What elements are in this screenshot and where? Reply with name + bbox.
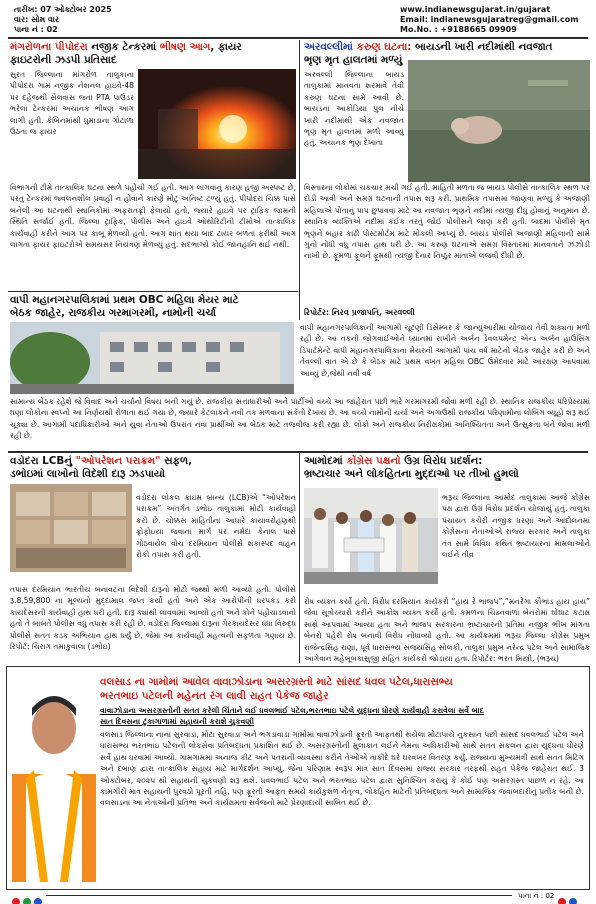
article2-headline-line2: ભૃણ મૃત હાલતમાં મળ્યું [304, 54, 403, 66]
article6-subhead1: વાવાઝોડાના અસરગ્રસ્તોની સતત કરેલી ચિંતાને લઈ ધવલભાઈ પટેલ,ભરતભાઇ પટેલે યુદ્ધના ધોરણે કાર્યવાહી કરાવેલા સર્વે બાદ [100, 706, 484, 715]
article1-headline-part4: , ફાયર [210, 41, 242, 53]
vertical-divider-mid [299, 453, 300, 663]
article3-body-text: સામાન્ય બેઠક રહેશે જે વિવાદ અને ચર્ચાનો વિષય બની ગયું છે. રાજકીય સત્તાધારીઓ અને પાર્ટીઓ વચ્ચે આ જાહેરાત પછી ભારે ગરમાગરમી જોવા મળી રહી છે. સ્થાનિક રાજકીય પરિપ્રેક્ષ્યમાં ઘણા લોકોના સ્વપ્નો આ નિર્ણયથી રોળાતા થઈ ગયા છે, જ્યારે કેટલાકને નવી તક મળવાના સંકેતો દેખાય છે. આ વચ્ચે નામોની ચર્ચા અને અગાઉથી રાજકીય પરિણામોના લોબિંગ વ્યૂહો શરૂ થઈ ચૂક્યા છે. આગામી પદાધિકારીઓ અને યુવા નેતાઓ ઉપરાંત નવા પ્રાર્થીઓ આ બેઠક માટે તજવીજ કરી રહ્યા છે. લોકો અને રાજકીય નિરીક્ષકોમાં અનિશ્ચિતતા અને ઉત્સુકતા બંને જોવા મળી રહી છે. [10, 397, 590, 441]
article5-headline-part2: કોંગ્રેસ પક્ષનો [346, 455, 401, 467]
header-rule [8, 37, 588, 39]
article4-headline-part3: સફળ, [160, 455, 193, 467]
article4-headline-part2: "ઓપરેશન પરાક્રમ" [75, 455, 161, 467]
article1-headline-part3: ભીષણ આગ [159, 41, 211, 53]
seized-liquor-photo [10, 484, 132, 572]
article2-headline-part1: અરવલ્લીમાં [304, 41, 353, 53]
mp-portrait-photo [12, 674, 96, 882]
article2-column-text: અરવલ્લી જિલ્લાના બાયડ તાલુકામાં માનવતા શરમાવે તેવી કરુણ ઘટના સામે આવી છે. બાયડના આકોડિયા પુલ નીચે ખારી નદીમાંથી એક નવજાત ભૃણ મૃત હાલતમાં મળી આવ્યું હતું. અચાનક ભૃણ દેખાતા [304, 70, 404, 148]
article2-headline-part2: કરુણ ઘટના: [352, 41, 416, 53]
article6-subhead2: સાત દિવસના ટુંકાગાળામાં સહાયની કરાશે ચુકવણી [100, 717, 255, 726]
article5-body-text: રોષ વ્યક્ત કર્યો હતો. વિરોધ દરમિયાન કાર્યકરો “હાય રે ભાજપ”,“મનરેગા કૌભાંડ હાય હાય” જેવા સૂત્રોચ્ચારો કરીને આક્રોશ વ્યક્ત કર્યો હતો. કમળના ચિહ્નવાળા બેનરોમાં ઘોંઘાટ કટાક્ષ સાથે આપવામાં આવ્યા હતા અને ભાજપ સરકારના ભ્રષ્ટાચારની પ્રતિમા નજીક ભીખ માંગતા બેનરો પહેરી રોષ બનાવી વિરોધ નોંધાવ્યો હતો. આ કાર્યક્રમમાં ભરૂચ જિલ્લા કોંગ્રેસ પ્રમુખ રાજેન્દ્રસિંહ રાણા, પૂર્વ ધારાસભ્ય સંજયસિંહ સોલંકી, તાલુકા પ્રમુખ નરેન્દ્ર પટેલ અને સામાજિક આગેવાન મહેબૂબકાસુજી સહિત કાર્યકરો જોડાયા હતા. રિપોર્ટર: ભરત મિસ્ત્રી, (ભરૂચ) [304, 597, 590, 664]
article3-column-text: વાપી મહાનગરપાલિકાની આગામી ચૂંટણી ડિસેમ્બર કે જાન્યુઆરીમાં યોજાય તેવી શક્યતા મળી રહી છે. આ તકની જોગવાઈઓને ધ્યાનમાં રાખીને અર્બન ડેવલપમેન્ટ એન્ડ અર્બન હાઉસિંગ ડિપાર્ટમેન્ટે વાપી મહાનગરપાલિકાના મેયરની આગામી પાંચ વર્ષ માટેની બેઠક જાહેર કરી છે અને તેવલ્લી વાત એ છે કે બેઠક માટે પ્રથમ વખત મહિલા OBC ઉમેદવાર માટે આરક્ષણ આપવામાં આવ્યું છે,જેથી નવી વર્ષ [300, 323, 590, 378]
footer-dot-red-2 [558, 898, 566, 904]
article5-headline [304, 455, 590, 468]
article1-body-text: વિભાગની ટીમે તાત્કાલિક ઘટના સ્થળે પહોંચી ગઈ હતી. આગ લાગવાનું કારણ હજી અસ્પષ્ટ છે, પરંતુ ટેન્કરમાં જ્વલનશીલ પ્રવાહી ન હોવાને કારણે મોટું અનિષ્ટ ટળ્યું હતું. પીપોદરા ચિક્ક પાસે બનેલી આ ઘટનાથી સ્થાનિકોમાં અફરાતફ્રી ફેલાયો હતો, જ્યારે હાઇવે પર ટ્રાફિક જામની સ્થિતિ સર્જાઈ હતી. જિલ્લા ટ્રાફિક, પોલીસ અને હાઇવે ઓથોરિટીની ટીમોએ તાત્કાલિક કાર્યવાહી કરીને આગ પર કાબૂ મેળવ્યો હતો. આગ શાંત થયા બાદ ટાયર બળતાં ફરીથી આગ લાગતા ફાયર ફાઇટરોએ સમયસર નિયંત્રણ મેળવ્યું હતું. સદભાગ્યે કોઈ જાનહાનિ થઈ નથી. [10, 183, 296, 250]
website-link[interactable]: www.indianewsgujarat.in/gujarat [400, 5, 551, 14]
article6-headline-line1: વલસાડ ના ગામોમાં આવેલ વાવાઝોડાના અસરગ્રસ્તો માટે સાંસદ ધવલ પટેલ,ધારાસભ્ય [100, 676, 453, 688]
day-label: વાર: સોમ વાર [14, 15, 60, 24]
email-link[interactable]: Email: indianewsgujaratreg@gmail.com [400, 15, 579, 24]
protest-photo [304, 488, 438, 584]
article1-headline-line2: ફાઇટરોની ઝડપી પ્રતિસાદ [10, 54, 117, 66]
footer-rule [46, 895, 512, 896]
article1-headline-part2: નજીક ટેન્કરમાં [87, 41, 160, 53]
article4-body-text: તપાસ દરમિયાન ભારતીય બનાવટના વિદેશી દારૂનો મોટો જથ્થો મળી આવ્યો હતો. પોલીસે રૂ.8,59,800 ના મૂલ્યનો મુદ્દામાલ જપ્ત કર્યો હતો અને એક આરોપીની ધરપકડ કરી કાયદેસરની કાર્યવાહી હાથ ધરી હતી. દારૂ ક્યાંથી લાવવામાં આવ્યો હતો અને કોને પહોંચાડવાનો હતો તે બાબતે પોલીસ વધુ તપાસ કરી રહી છે. વડોદરા જિલ્લામાં દારૂના ગેરકાયદેસર ધંધા વિરુદ્ધ પોલીસે સતત કડક અભિયાન હાથ ધર્યું છે, જેમાં આ કાર્યવાહી મહત્વની સફળતા ગણાય છે. રિપોર્ટ: ચિરાગ તમાકુવાલા (ડભોઇ) [10, 585, 296, 652]
municipal-building-photo [10, 322, 294, 394]
mobile-number: Mo.No. : +9188665 09909 [400, 25, 517, 34]
footer-dots-right [558, 891, 580, 901]
page-number-label: પાના નં : 02 [14, 25, 58, 34]
article4-headline [10, 455, 296, 468]
article5-headline-part3: ઉગ્ર વિરોધ પ્રદર્શન: [400, 455, 483, 467]
section-rule-1 [8, 291, 298, 292]
footer-dot-blue-2 [569, 898, 577, 904]
article4-column-text: વડોદરા લોકલ ક્રાઇમ બ્રાન્ચ (LCB)એ “ઓપરેશન પરાક્રમ” અંતર્ગત ડભોઇ તાલુકામાં મોટી કાર્યવાહી કરી છે. ચોક્કસ માહિતીના આધારે કાયાવરોહણથી ફ્રોફોઇયા જવાના માર્ગ પર નર્મદા કેનાલ પાસે ગોઠવાયેલ વોચ દરમિયાન પોલીસે શંકાસ્પદ વાહન રોકી તપાસ કરી હતી. [136, 493, 296, 560]
article2-body-text: વિસ્તારના લોકોમાં ચકચાર મચી ગઈ હતી. માહિતી મળતા જ બાયડ પોલીસે તાત્કાલિક સ્થળ પર દોડી આવી અને સમગ્ર ઘટનાની તપાસ શરૂ કરી. પ્રાથમિક તપાસમાં જાણવા મળ્યું કે અજાણી મહિલાએ પોતાનું પાપ છુપાવવા માટે આ નવજાત ભૃણને નદીમાં ત્યજી દીધું હોવાનું અનુમાન છે. સ્થાનિક વ્યક્તિએ નદીમાં કંઈક તરતું જોઈ પોલીસને જાણ કરી હતી. બાદમાં પોલીસે મૃત ભૃણને બહાર કાઢી પોસ્ટમોર્ટમ માટે મોકલી આપ્યું છે. બાયડ પોલીસે અજાણી મહિલાની સામે ગુનો નોંધી વધુ તપાસ હાથ ધરી છે. આ કરુણ ઘટનાએ સમગ્ર વિસ્તારમાં માનવતાને ઝંઝોડી નાખી છે. ફૂમળા ફૂલને ફૂમથી ત્યજી દેનાર નિષ્ઠુર માતાએ લજવી દીધી છે. [304, 183, 590, 261]
tanker-fire-photo [138, 69, 296, 179]
footer-dot-red [12, 898, 20, 904]
article4-headline-part1: વડોદરા LCBનું [10, 455, 76, 467]
article2-headline-part3: બાયડની ખારી નદીમાંથી નવજાત [415, 41, 553, 53]
footer-dot-green [23, 898, 31, 904]
article1-column-text: સુરત જિલ્લાના માંગરોળ તાલુકાના પીપોદરા ગામ નજીક નેશનલ હાઇવે-48 પર દહેજથી સેલવાસ જતા PTA પાઉડર ભરેલા ટેન્કરમાં અચાનક ભીષણ આગ લાગી હતી. કેબિનમાંથી ધુમાડાના ગોટાળા ઉઠતા જ ફાયર [10, 70, 134, 137]
article2-reporter: રિપોર્ટર: નિરવ પ્રજાપતિ, અરવલ્લી [304, 308, 415, 317]
footer-page-number: પાના નં : 02 [518, 892, 555, 900]
footer-dots-left [12, 891, 45, 901]
vertical-divider-top [299, 40, 300, 320]
article3-headline-line2: બેઠક જાહેર, રાજકીય ગરમાગરમી, નામોની ચર્ચા [10, 307, 217, 319]
article2-headline [304, 41, 590, 54]
article1-headline [10, 41, 296, 54]
article6-body-text: વલસાડ જિલ્લાના નાના સુરવાડા, મોટા સુરવાડા અને ભગડાવાડા ગામોમાં વાવાઝોડાની ફ્રૂરતી આફતથી થયેલા મોટાપાયે નુકસાન પછી સાંસદ ધવલભાઈ પટેલ અને ધારાસભ્ય ભરતભાઇ પટેલની લોકસેવા પ્રતિબદ્ધતા પ્રકાશિત થઈ છે. અસરગ્રસ્તોની મુલાકાત લઈને તેમના અધિકારીઓ સાથે સતત સંકલન દ્વારા યુદ્ધના ધોરણે સર્વે હાથ ધરવામાં આવ્યો. ગામગામમાં અનાજ કીટ અને પતરાની વ્યવસ્થા કરીને તેઓએ તાકીદે ઘરે ઘરવખર વિતરણ કર્યું. રાજ્યના મુખ્યમંત્રી સાથે સતત મિટિંગ અને દબાણ દ્વારા તાત્કાલિક સહાય માટે માર્ગદર્શન આપ્યું, જેના પરિણામ સ્વરૂપ માત્ર સાત દિવસમાં રાજ્ય સરકાર તરફથી રાહત પેકેજ જાહેરાત થઈ. 3 ઓક્ટોબર, ૨૦૨૫ થી સહાયની ચુકવણી શરૂ થશે. ધવલભાઈ પટેલ અને ભરતભાઇ પટેલ દ્વારા સુનિશ્ચિત કરાયું કે કોઈ પણ અસરગ્રસ્ત પાછળ ન રહે. આ કામગીરી માત્ર સહાયની પુરવઠો પૂરતી નહિ, પણ ફ્રૂરતી આફત સમયે કાર્યકુશળ નેતૃત્વ, લોકહિત માટેની પ્રતિબદ્ધતા અને સામાજિક જવાબદારીનું પ્રતીક બની છે. વલસાડના આ નેતાઓની પ્રતિભા અને કાર્યક્ષમતા સર્વજનો માટે પ્રેરણાદાયી સાબિત થઈ છે. [100, 730, 584, 808]
article5-headline-part1: આમોદમાં [304, 455, 347, 467]
article4-headline-line2: ડભોઇમાં લાખોનો વિદેશી દારૂ ઝડપાયો [10, 468, 166, 480]
footer-dot-blue [34, 898, 42, 904]
article6-headline-line2: ભરતભાઇ પટેલની મહેનત રંગ લાવી રાહત પેકેજ જાહેર [100, 690, 329, 702]
article5-headline-line2: ભ્રષ્ટાચાર અને લોકહિતના મુદ્દાઓ પર તીખો હુમલો [304, 468, 519, 480]
article3-headline-line1: વાપી મહાનગરપાલિકામાં પ્રથમ OBC મહિલા મેયર માટે [10, 294, 239, 306]
article1-headline-part1: મંગરોળના પીપોદરા [10, 41, 88, 53]
section-rule-2 [8, 451, 588, 453]
date-label: તારીખ: 07 ઓક્ટોબર 2025 [14, 5, 112, 14]
river-fetus-photo [408, 60, 590, 182]
article5-column-text: ભરૂચ જિલ્લાના આમોદ તાલુકામાં આજે કોંગ્રેસ પક્ષ દ્વારા ઉગ્ર વિરોધ પ્રદર્શન યોજાયું હતું. તાલુકા પંચાયત કચેરી નજીક ધરણાં અને આંદોલનમાં કોંગ્રેસના નેતાઓએ રાજ્ય સરકાર અને તાલુકા તંત્ર સામે વિવિધ કથિત ભ્રષ્ટાચારના મામલાઓને લઈને તીવ્ર [442, 493, 590, 560]
